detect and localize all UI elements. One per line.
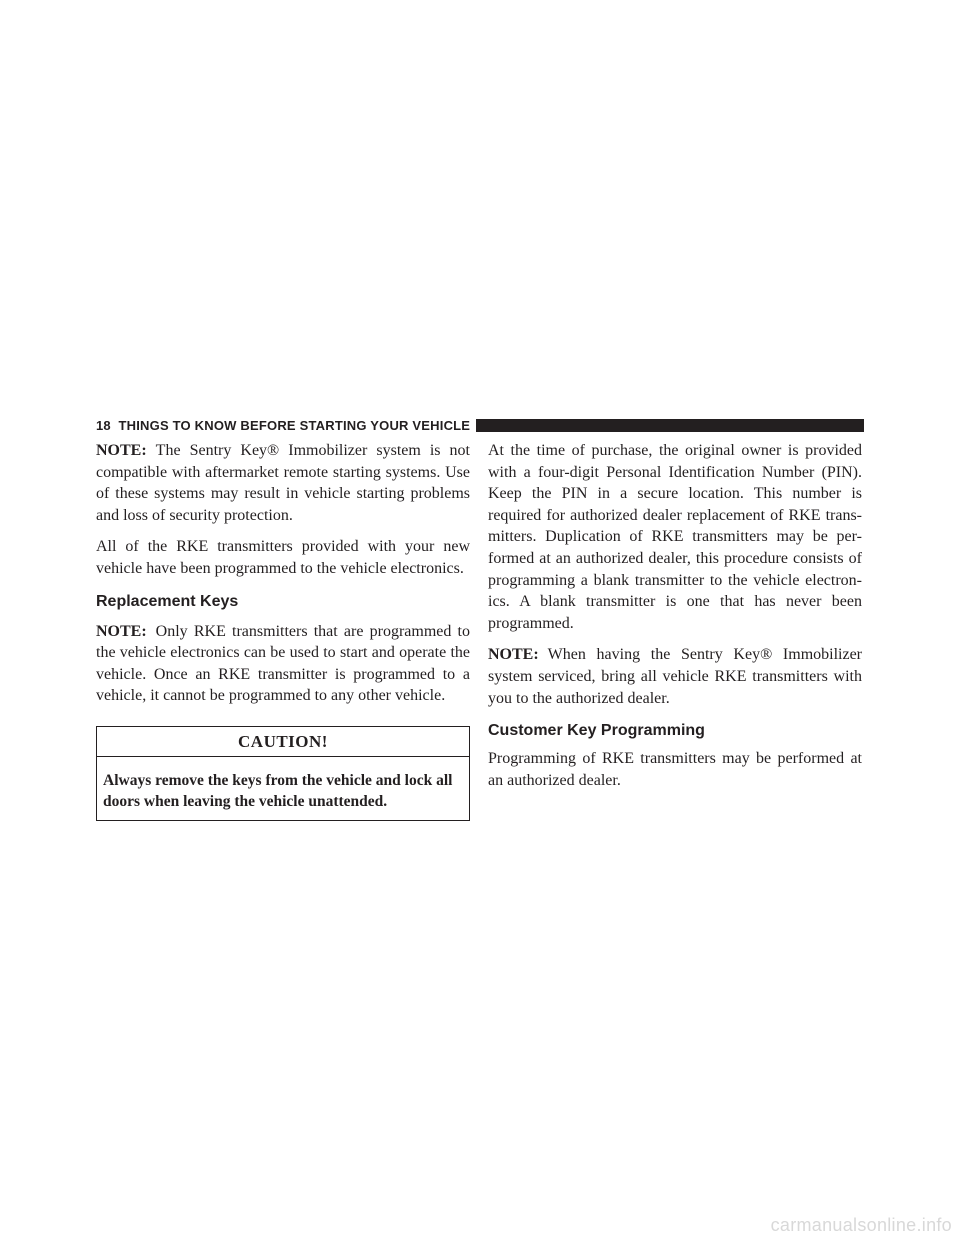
right-column <box>488 440 862 801</box>
pin-paragraph: At the time of purchase, the original owner is provided with a four-digit Personal Identification Number (PIN). Keep the PIN in a secure location. This number is required for authorized dealer replacement of RKE trans-mitters. Duplication of RKE transmitters may be per-formed at an authorized dealer, this procedure consists of programming a blank transmitter to the vehicle electron-ics. A blank transmitter is one that has never been programmed. <box>488 442 862 632</box>
note-paragraph-replacement <box>96 621 470 707</box>
heading-customer-key-programming: Customer Key Programming <box>488 722 705 740</box>
section-title: THINGS TO KNOW BEFORE STARTING YOUR VEHICLE <box>118 417 471 433</box>
note-text: Only RKE transmitters that are programmed to the vehicle electronics can be used to start and operate the vehicle. Once an RKE transmitter is programmed to a vehicle, it cannot be programmed to any other vehicle. <box>96 622 470 705</box>
header-rule-bar <box>476 419 864 432</box>
customer-programming-paragraph: Programming of RKE transmitters may be performed at an authorized dealer. <box>488 750 862 789</box>
heading-replacement-keys: Replacement Keys <box>96 592 239 610</box>
note-label: NOTE: <box>488 646 539 664</box>
caution-box <box>96 726 470 821</box>
rke-programmed-paragraph: All of the RKE transmitters provided with your new vehicle have been programmed to the vehicle electronics. <box>96 538 470 577</box>
site-watermark: carmanualsonline.info <box>770 1215 952 1235</box>
caution-text: Always remove the keys from the vehicle and lock all doors when leaving the vehicle unattended. <box>103 771 453 811</box>
note-paragraph-immobilizer <box>96 440 470 526</box>
left-column <box>96 440 470 821</box>
note-text: When having the Sentry Key® Immobilizer system serviced, bring all vehicle RKE transmitters with you to the authorized dealer. <box>488 646 862 707</box>
caution-title: CAUTION! <box>97 727 469 757</box>
note-label: NOTE: <box>96 442 147 459</box>
note-text: The Sentry Key® Immobilizer system is not compatible with aftermarket remote starting systems. Use of these systems may result in vehicle starting problems and loss of security protection. <box>96 442 470 524</box>
note-label: NOTE: <box>96 622 147 640</box>
page-header-text <box>96 418 470 433</box>
page-number: 18 <box>96 417 111 433</box>
note-paragraph-service <box>488 644 862 709</box>
page-header <box>96 414 864 436</box>
